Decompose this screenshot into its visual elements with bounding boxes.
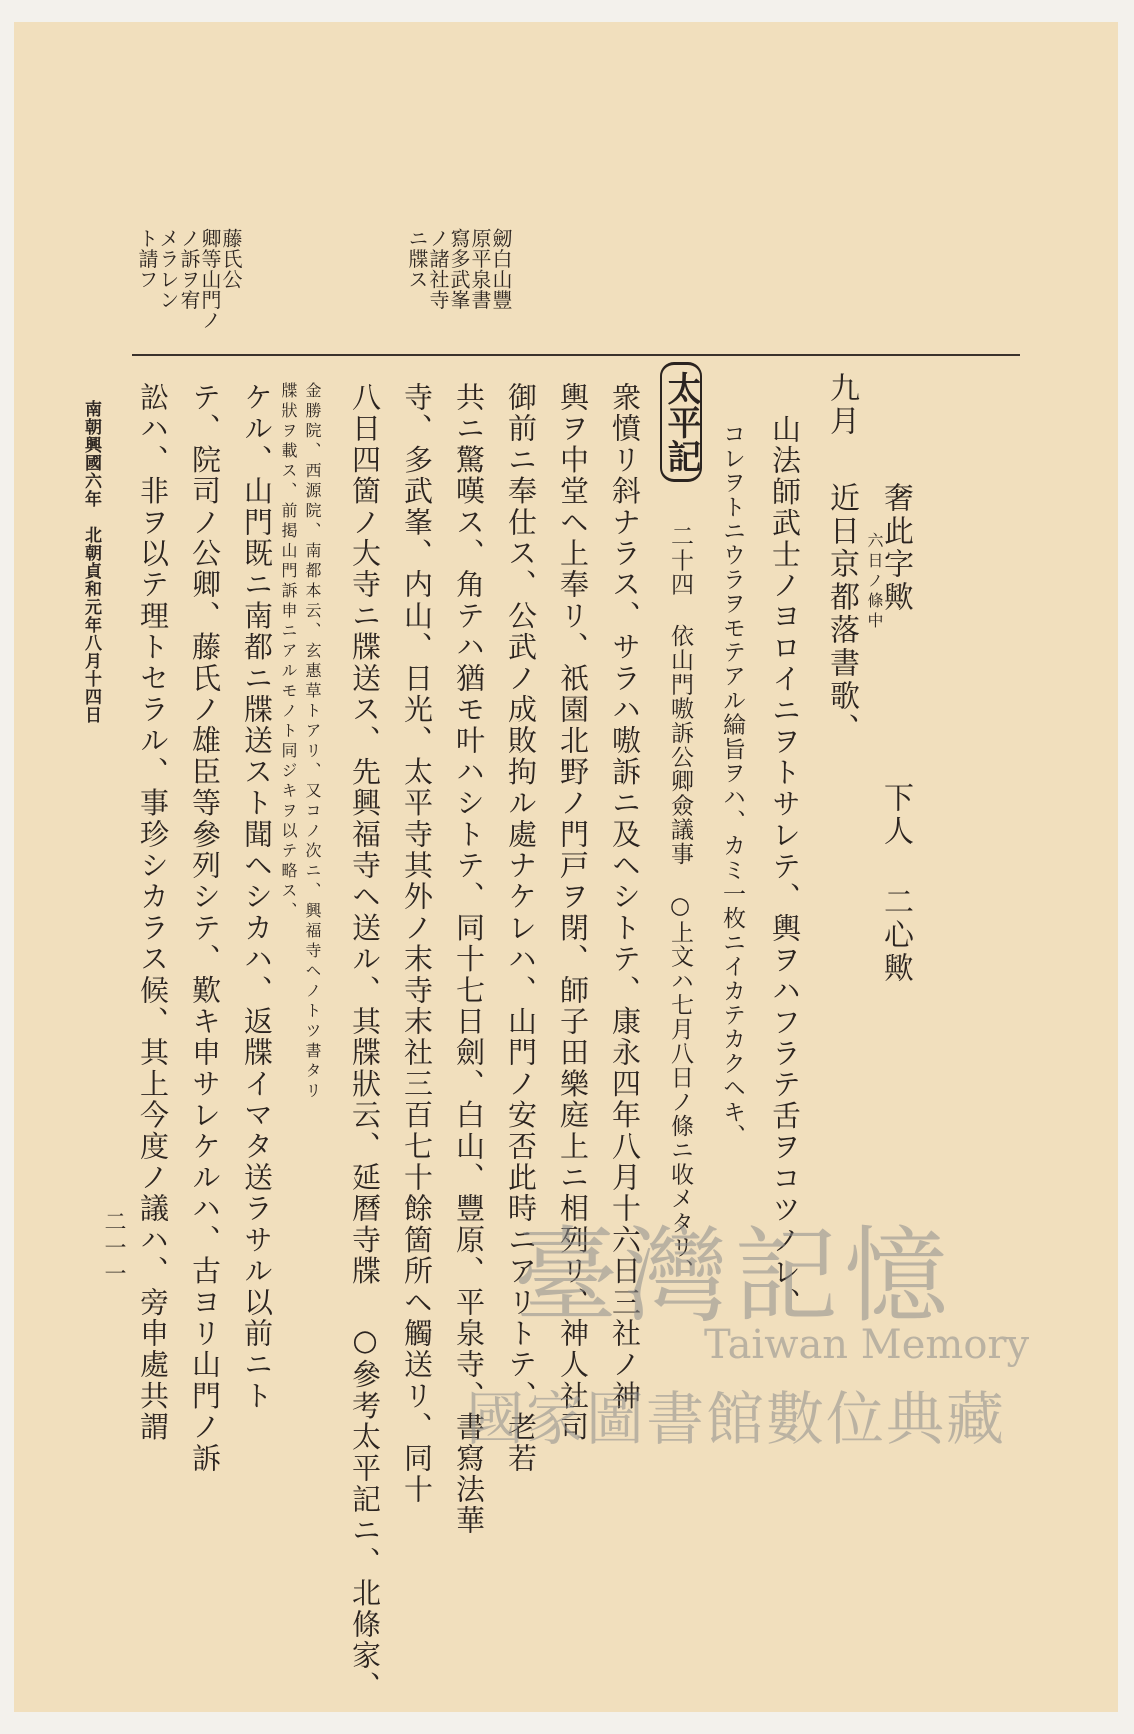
text-column: 共ニ驚嘆ス、角テハ猶モ叶ハシトテ、同十七日劍、白山、豐原、平泉寺、書寫法華 [452, 382, 486, 1537]
text-column: ケル、山門既ニ南都ニ牒送スト聞ヘシカハ、返牒イマタ送ラサル以前ニト [240, 382, 274, 1412]
watermark-sub: 國家圖書館數位典藏 [466, 1385, 1007, 1453]
text-column: 衆憤リ斜ナラス、サラハ嗷訴ニ及ヘシトテ、康永四年八月十六日三社ノ神 [608, 382, 642, 1412]
source-subtitle: 二十四 依山門嗷訴公卿僉議事 ○上文ハ七月八日ノ條ニ收メタリ、 [667, 524, 693, 1284]
book-page [14, 22, 1118, 1712]
text-column: 下人 二心歟 [878, 782, 913, 985]
head-note: ト請フ [135, 228, 159, 290]
inline-note: 六日ノ條中 [865, 532, 884, 632]
text-column: 奢此字歟 [878, 482, 913, 614]
text-column: 八日四箇ノ大寺ニ牒送ス、先興福寺ヘ送ル、其牒狀云、延曆寺牒 ○參考太平記ニ、北條家、 [348, 382, 382, 1703]
head-note: 寫多武峯 [447, 228, 471, 310]
watermark-english: Taiwan Memory [704, 1322, 1030, 1368]
text-column: 寺、多武峯、内山、日光、太平寺其外ノ末寺末社三百七十餘箇所ヘ觸送リ、同十 [400, 382, 434, 1506]
header-rule [132, 354, 1020, 356]
text-column: 山法師武士ノヨロイニヲトサレテ、輿ヲハフラテ舌ヲコツノレ、 [768, 414, 802, 1319]
text-column: 御前ニ奉仕ス、公武ノ成敗拘ル處ナケレハ、山門ノ安否此時ニアリトテ、老若 [504, 382, 538, 1474]
text-column: 訟ハ、非ヲ以テ理トセラル、事珍シカラス候、其上今度ノ議ハ、旁申處共謂 [136, 382, 170, 1443]
head-note: 原平泉書 [468, 228, 492, 310]
page-number: 二一一 [101, 1210, 126, 1288]
text-column: テ、院司ノ公卿、藤氏ノ雄臣等參列シテ、歎キ申サレケルハ、古ヨリ山門ノ訴 [188, 382, 222, 1474]
text-column: 輿ヲ中堂ヘ上奉リ、祇園北野ノ門戸ヲ閉、師子田樂庭上ニ相列リ、神人社司 [556, 382, 590, 1443]
inline-note: 牒狀ヲ載ス、前掲山門訴申ニアルモノト同ジキヲ以テ略ス、 [279, 382, 298, 922]
inline-note: 金勝院、西源院、南都本云、玄惠草トアリ、又コノ次ニ、興福寺ヘノトツ書タリ [303, 382, 322, 1102]
text-column-month: 九月 [824, 372, 859, 438]
watermark-main: 臺灣記憶 [514, 1215, 955, 1337]
text-column: 近日京都落書歌、 [824, 482, 859, 746]
head-note: ノ諸社寺 [426, 228, 450, 310]
head-note: ニ牒ス [405, 228, 429, 290]
era-footer: 南朝興國六年 北朝貞和元年八月十四日 [81, 400, 101, 724]
head-note: 卿等山門ノ [198, 228, 222, 331]
head-note: 藤氏公 [219, 228, 243, 290]
text-column: コレヲトニウラヲモテアル綸旨ヲハ、カミ一枚ニイカテカクヘキ、 [719, 422, 745, 1148]
source-bracket-taiheiki: 太平記 [660, 362, 702, 482]
head-note: ノ訴ヲ宥 [177, 228, 201, 310]
head-note: メラレン [156, 228, 180, 310]
head-note: 劒白山豐 [489, 228, 513, 310]
